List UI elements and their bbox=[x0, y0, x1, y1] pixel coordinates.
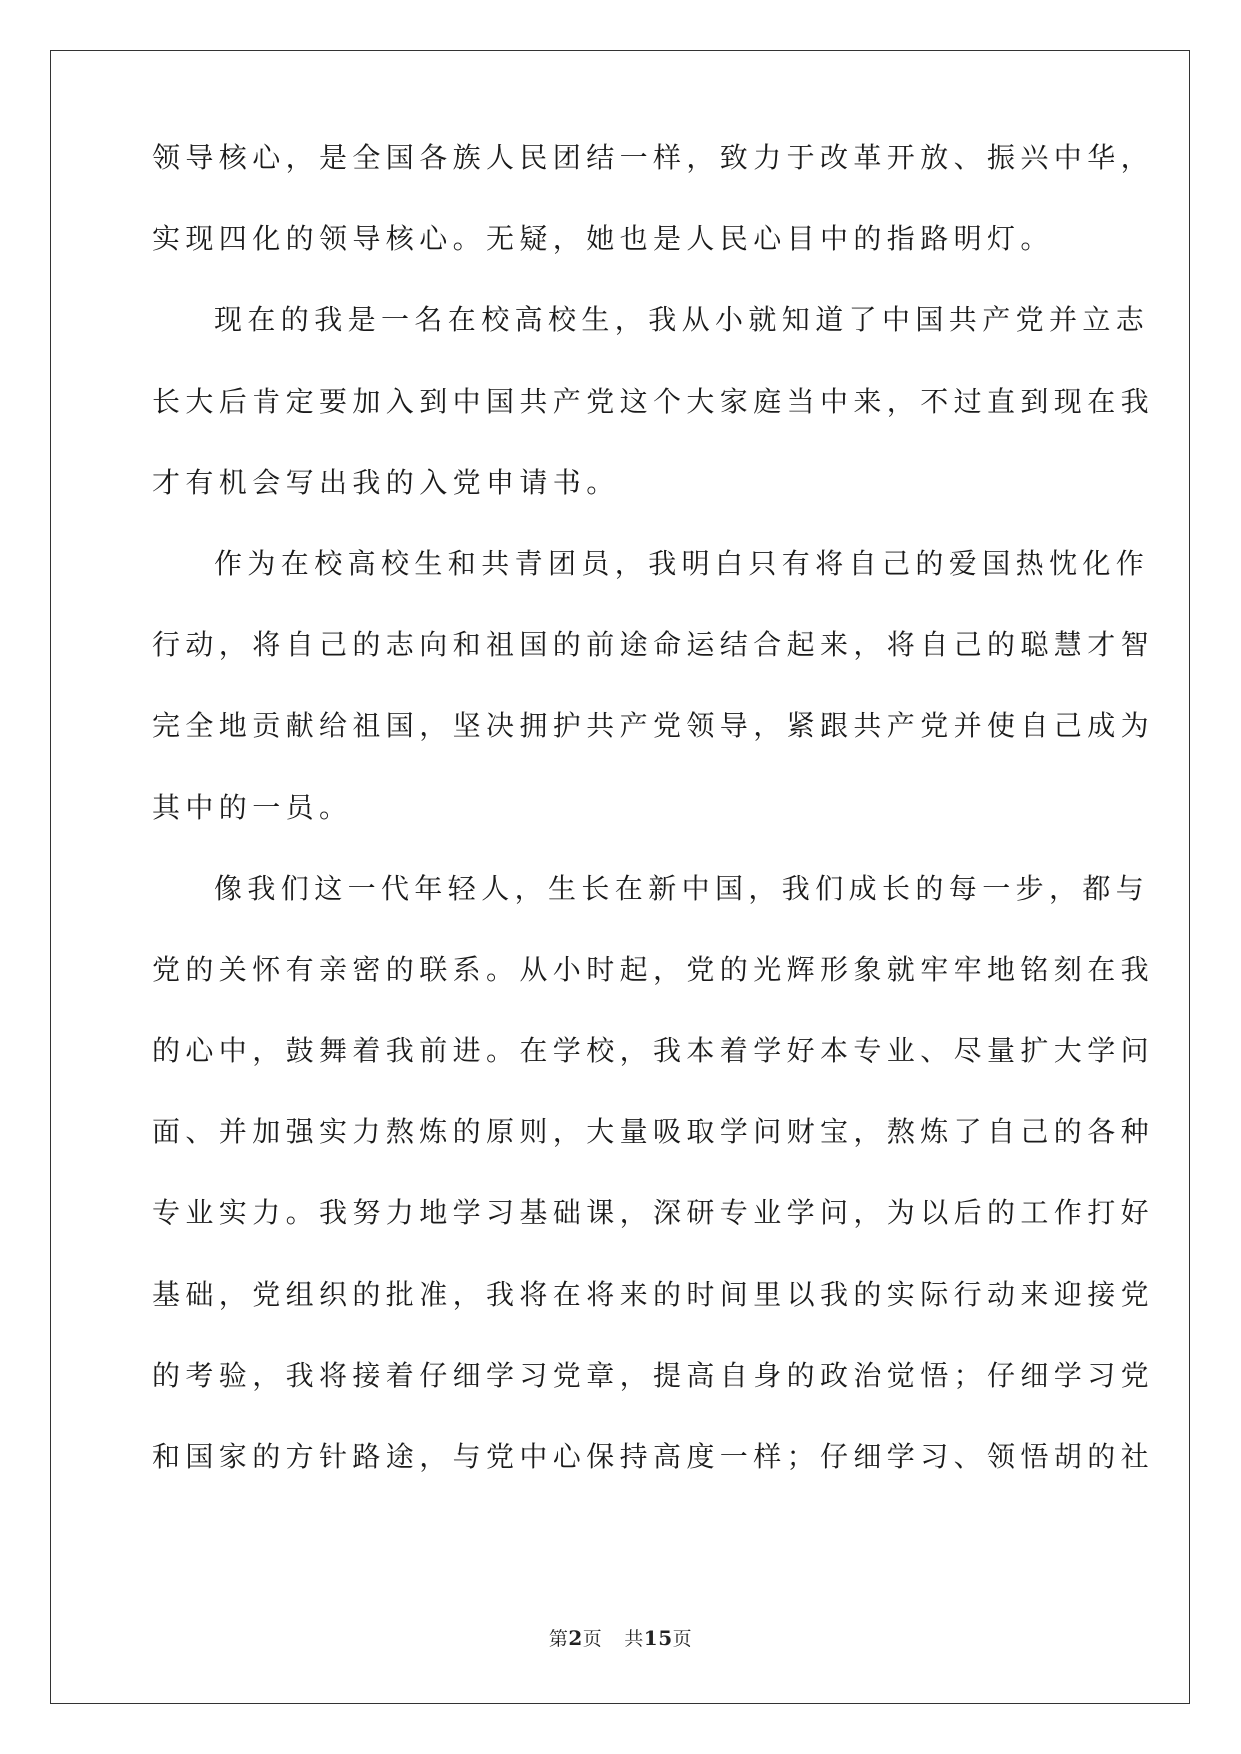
text-line-4-content: 长大后肯定要加入到中国共产党这个大家庭当中来，不过直到现在我 bbox=[152, 384, 1155, 418]
text-line-1-content: 领导核心，是全国各族人民团结一样，致力于改革开放、振兴中华， bbox=[152, 141, 1155, 174]
text-line-15-content: 基础，党组织的批准，我将在将来的时间里以我的实际行动来迎接党 bbox=[152, 1277, 1155, 1311]
total-suffix: 页 bbox=[672, 1628, 693, 1650]
total-prefix: 共 bbox=[624, 1628, 644, 1650]
text-line-9-content: 其中的一员。 bbox=[152, 790, 353, 824]
text-line-11-content: 党的关怀有亲密的联系。从小时起，党的光辉形象就牢牢地铭刻在我 bbox=[152, 952, 1155, 986]
page-number: 2 bbox=[568, 1626, 583, 1650]
text-line-6-content: 作为在校高校生和共青团员，我明白只有将自己的爱国热忱化作 bbox=[214, 546, 1150, 580]
text-line-17-content: 和国家的方针路途，与党中心保持高度一样；仔细学习、领悟胡的社 bbox=[152, 1440, 1155, 1473]
total-pages: 15 bbox=[643, 1626, 673, 1650]
text-line-7-content: 行动，将自己的志向和祖国的前途命运结合起来，将自己的聪慧才智 bbox=[152, 628, 1155, 662]
text-line-10-content: 像我们这一代年轻人，生长在新中国，我们成长的每一步，都与 bbox=[214, 871, 1150, 905]
page-suffix: 页 bbox=[582, 1628, 603, 1650]
page-prefix: 第 bbox=[548, 1628, 569, 1650]
text-line-17 bbox=[152, 1440, 1155, 1538]
text-line-14-content: 专业实力。我努力地学习基础课，深研专业学问，为以后的工作打好 bbox=[152, 1196, 1155, 1230]
text-line-3-content: 现在的我是一名在校高校生，我从小就知道了中国共产党并立志 bbox=[214, 303, 1150, 337]
text-line-5-content: 才有机会写出我的入党申请书。 bbox=[152, 465, 620, 499]
page-footer bbox=[0, 1624, 1241, 1651]
document-body bbox=[152, 141, 1155, 1538]
text-line-2-content: 实现四化的领导核心。无疑，她也是人民心目中的指路明灯。 bbox=[152, 222, 1054, 256]
text-line-12-content: 的心中，鼓舞着我前进。在学校，我本着学好本专业、尽量扩大学问 bbox=[152, 1034, 1155, 1068]
text-line-16-content: 的考验，我将接着仔细学习党章，提高自身的政治觉悟；仔细学习党 bbox=[152, 1358, 1155, 1392]
text-line-8-content: 完全地贡献给祖国，坚决拥护共产党领导，紧跟共产党并使自己成为 bbox=[152, 709, 1155, 743]
text-line-13-content: 面、并加强实力熬炼的原则，大量吸取学问财宝，熬炼了自己的各种 bbox=[152, 1115, 1155, 1149]
